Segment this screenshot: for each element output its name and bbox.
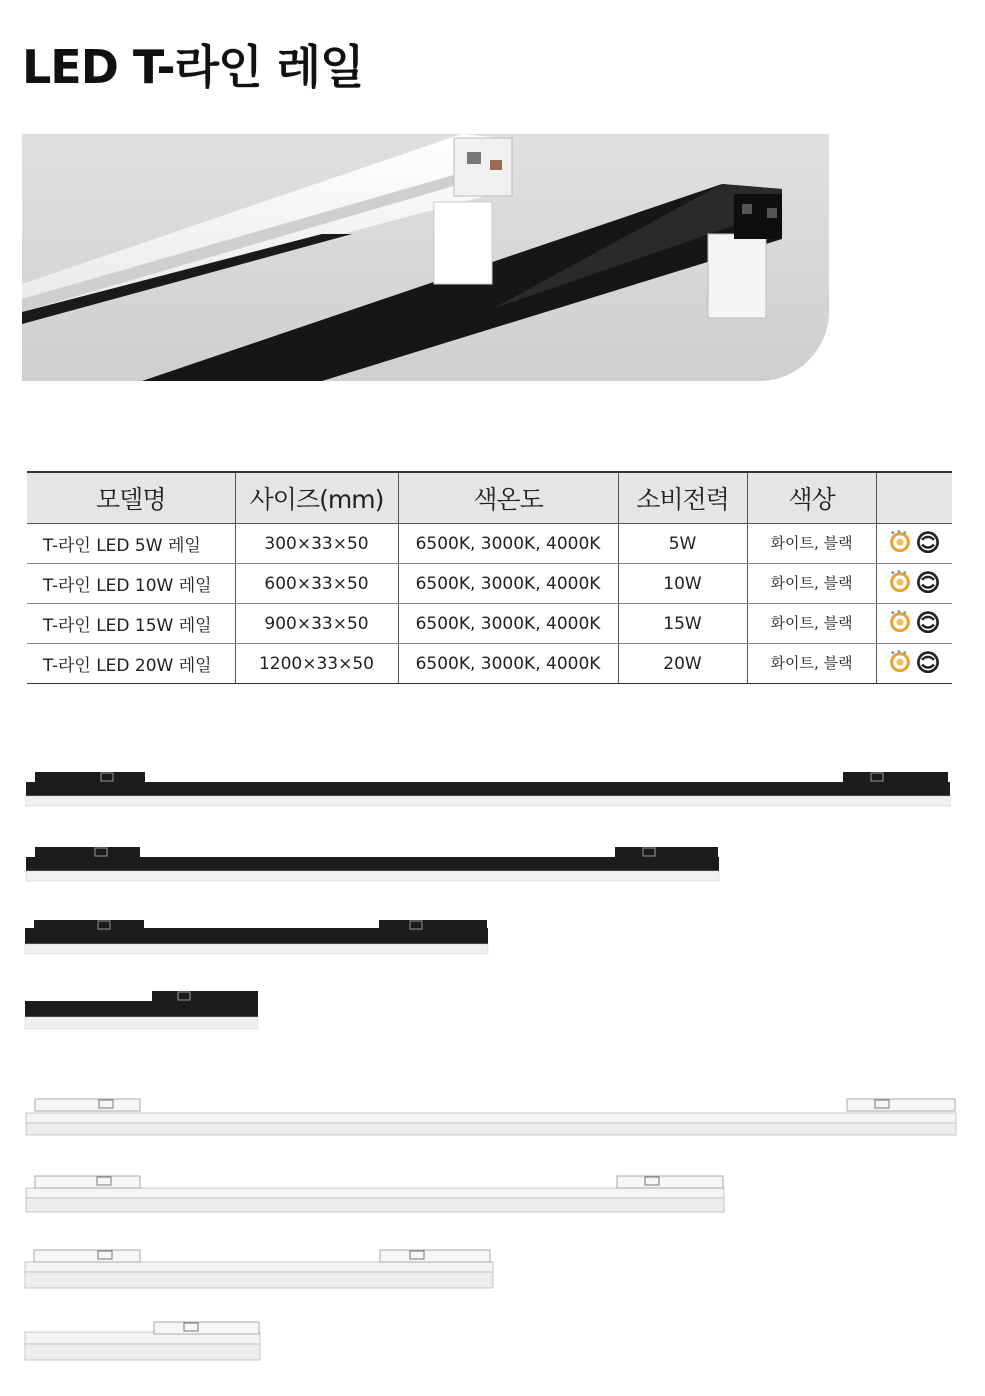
model-cell: T-라인 LED 15W 레일 [27, 604, 235, 644]
size-cell: 600×33×50 [235, 564, 398, 604]
kc-mark-icon [916, 649, 940, 673]
kc-mark-icon [916, 569, 940, 593]
product-photo [22, 134, 829, 381]
table-header-row [27, 472, 952, 524]
white-rail-300-drawing [24, 1320, 261, 1364]
size-cell: 300×33×50 [235, 524, 398, 564]
spec-table [27, 471, 952, 684]
cert-cell [876, 604, 952, 644]
cert-cell [876, 644, 952, 684]
model-cell: T-라인 LED 20W 레일 [27, 644, 235, 684]
kc-mark-icon [916, 529, 940, 553]
white-rail-600-drawing [24, 1248, 494, 1290]
header-size: 사이즈(mm) [235, 472, 398, 524]
cert-cell [876, 524, 952, 564]
white-rail-1200-drawing [25, 1097, 957, 1139]
model-cell: T-라인 LED 10W 레일 [27, 564, 235, 604]
page-title: LED T-라인 레일 [22, 40, 364, 94]
power-cell: 15W [618, 604, 747, 644]
efficiency-icon [888, 609, 912, 633]
cct-cell: 6500K, 3000K, 4000K [398, 604, 618, 644]
size-cell: 1200×33×50 [235, 644, 398, 684]
cct-cell: 6500K, 3000K, 4000K [398, 524, 618, 564]
black-rail-1200-drawing [25, 768, 951, 810]
cert-cell [876, 564, 952, 604]
table-row [27, 604, 952, 644]
color-cell: 화이트, 블랙 [747, 604, 876, 644]
cct-cell: 6500K, 3000K, 4000K [398, 564, 618, 604]
color-cell: 화이트, 블랙 [747, 524, 876, 564]
black-rail-900-drawing [25, 845, 720, 885]
power-cell: 20W [618, 644, 747, 684]
color-cell: 화이트, 블랙 [747, 644, 876, 684]
header-cert [876, 472, 952, 524]
white-rail-900-drawing [25, 1174, 725, 1216]
black-rail-600-drawing [24, 918, 489, 958]
kc-mark-icon [916, 609, 940, 633]
table-row [27, 644, 952, 684]
efficiency-icon [888, 529, 912, 553]
black-rail-300-drawing [24, 989, 259, 1031]
header-cct: 색온도 [398, 472, 618, 524]
header-power: 소비전력 [618, 472, 747, 524]
table-row [27, 564, 952, 604]
power-cell: 10W [618, 564, 747, 604]
model-cell: T-라인 LED 5W 레일 [27, 524, 235, 564]
header-color: 색상 [747, 472, 876, 524]
table-row [27, 524, 952, 564]
efficiency-icon [888, 569, 912, 593]
header-model: 모델명 [27, 472, 235, 524]
power-cell: 5W [618, 524, 747, 564]
size-cell: 900×33×50 [235, 604, 398, 644]
color-cell: 화이트, 블랙 [747, 564, 876, 604]
cct-cell: 6500K, 3000K, 4000K [398, 644, 618, 684]
efficiency-icon [888, 649, 912, 673]
